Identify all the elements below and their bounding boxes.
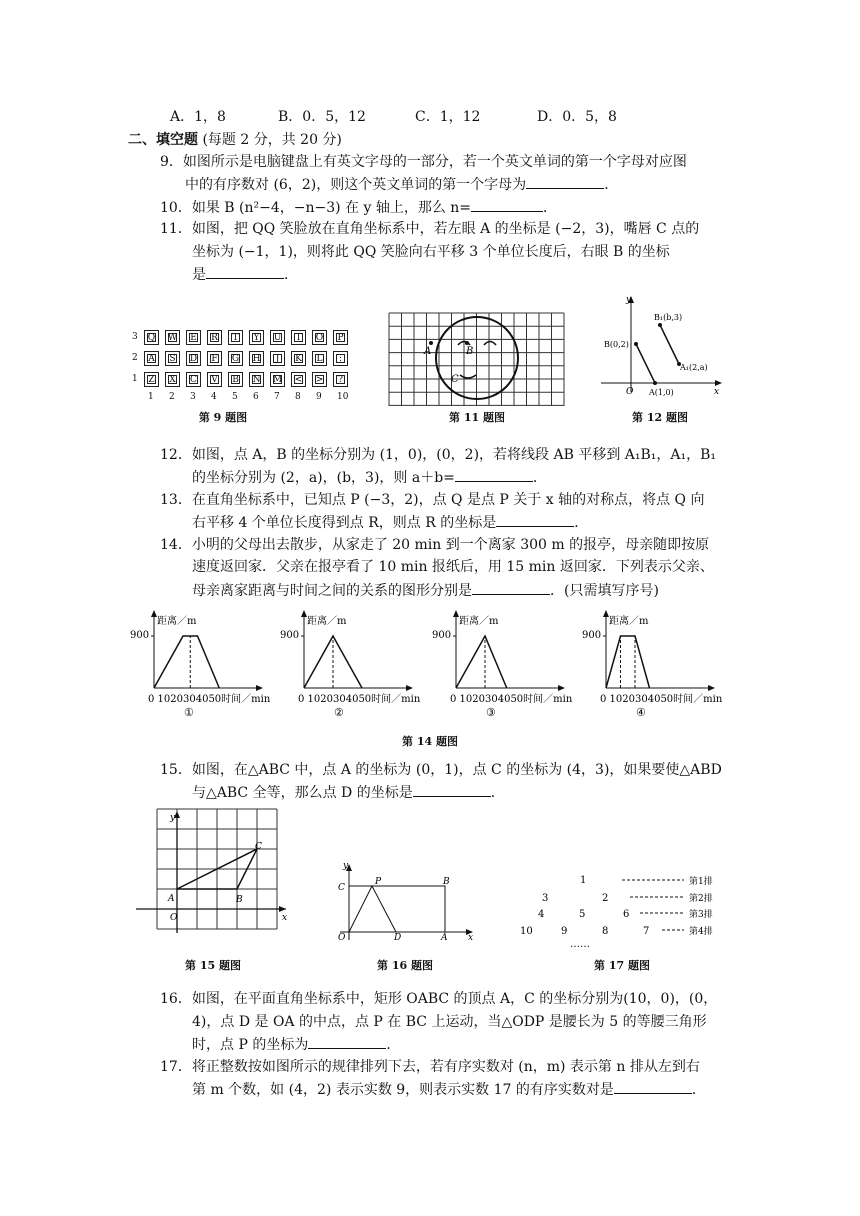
distance-time-graph xyxy=(582,608,742,733)
choice-c: C．1，12 xyxy=(415,109,481,125)
q10-line1: 10．如果 B (n²−4，−n−3) 在 y 轴上，那么 n= ． xyxy=(160,197,557,218)
key-p: P xyxy=(333,330,348,345)
row-label: 3 xyxy=(132,332,138,342)
svg-text:y: y xyxy=(626,295,632,305)
svg-text:D: D xyxy=(394,933,402,942)
key-f: F xyxy=(207,351,222,366)
col-label: 8 xyxy=(295,392,301,402)
q17-line1: 17．将正整数按如图所示的规律排列下去，若有序实数对 (n，m) 表示第 n 排从左到右 xyxy=(160,1059,700,1075)
svg-text:x: x xyxy=(282,913,288,923)
q10-text: 10．如果 B (n²−4，−n−3) 在 y 轴上，那么 n= xyxy=(160,200,472,216)
xlabel: 0 1020304050时间／min xyxy=(600,694,723,705)
q17-line2: 第 m 个数，如 (4，2) 表示实数 9，则表示实数 17 的有序实数对是 ． xyxy=(192,1079,706,1100)
graph-number: ② xyxy=(334,706,344,719)
figure-12 xyxy=(596,292,726,402)
svg-text:x: x xyxy=(714,387,720,397)
figure-14-graphs xyxy=(130,608,750,733)
caption-fig11: 第 11 题图 xyxy=(449,411,505,424)
q11-line3: 是 ． xyxy=(192,264,298,285)
choice-a: A．1，8 xyxy=(170,109,226,125)
row-label: 第3排 xyxy=(689,910,713,920)
row-label: 1 xyxy=(132,374,138,384)
caption-fig14: 第 14 题图 xyxy=(402,735,458,748)
svg-text:O: O xyxy=(626,387,634,397)
graph-number: ④ xyxy=(636,706,646,719)
answer-blank xyxy=(206,264,284,279)
svg-text:B: B xyxy=(466,346,474,357)
q13-line2: 右平移 4 个单位长度得到点 R，则点 R 的坐标是 ． xyxy=(192,512,588,533)
q17-text: 第 m 个数，如 (4，2) 表示实数 9，则表示实数 17 的有序实数对是 xyxy=(192,1082,614,1098)
key-c: C xyxy=(186,372,201,387)
answer-blank xyxy=(526,174,604,189)
svg-text:C: C xyxy=(451,374,459,385)
distance-line xyxy=(456,636,507,688)
y-tick: 900 xyxy=(432,630,452,641)
q15-text: 与△ABC 全等，那么点 D 的坐标是 xyxy=(192,785,413,801)
key-h: H xyxy=(249,351,264,366)
q16-line1: 16．如图，在平面直角坐标系中，矩形 OABC 的顶点 A，C 的坐标分别为(10，0)，(0， xyxy=(160,991,718,1007)
answer-blank xyxy=(413,782,491,797)
svg-text:5: 5 xyxy=(579,909,586,920)
ylabel: 距离／m xyxy=(307,616,347,627)
q9-text: 中的有序数对 (6，2)，则这个英文单词的第一个字母为 xyxy=(185,177,527,193)
caption-fig17: 第 17 题图 xyxy=(594,959,650,972)
svg-text:3: 3 xyxy=(542,893,549,904)
q15-line2: 与△ABC 全等，那么点 D 的坐标是 ． xyxy=(192,782,505,803)
key-k: K xyxy=(291,351,306,366)
key-d: D xyxy=(186,351,201,366)
col-label: 3 xyxy=(190,392,196,402)
key-symbol: < xyxy=(291,372,306,387)
y-tick: 900 xyxy=(280,630,300,641)
section-note: (每题 2 分，共 20 分) xyxy=(202,132,342,148)
graph-number: ③ xyxy=(486,706,496,719)
svg-text:8: 8 xyxy=(602,926,609,937)
col-label: 5 xyxy=(232,392,238,402)
key-a: A xyxy=(144,351,159,366)
q14-line2: 速度返回家．父亲在报亭看了 10 min 报纸后，用 15 min 返回家．下列表示父亲、 xyxy=(192,559,714,575)
key-v: V xyxy=(207,372,222,387)
key-m: M xyxy=(270,372,285,387)
key-w: W xyxy=(165,330,180,345)
distance-line xyxy=(606,636,650,688)
col-label: 4 xyxy=(211,392,217,402)
key-g: G xyxy=(228,351,243,366)
svg-text:B: B xyxy=(236,895,243,905)
key-symbol: : xyxy=(333,351,348,366)
distance-line xyxy=(154,636,219,688)
col-label: 9 xyxy=(316,392,322,402)
xlabel: 0 1020304050时间／min xyxy=(450,694,573,705)
q12-text: 的坐标分别为 (2，a)，(b，3)，则 a＋b= xyxy=(192,470,455,486)
row-label: 第2排 xyxy=(689,894,713,904)
q16-text: 时，点 P 的坐标为 xyxy=(192,1037,309,1053)
svg-text:A: A xyxy=(441,933,448,942)
ylabel: 距离／m xyxy=(609,616,649,627)
caption-fig16: 第 16 题图 xyxy=(377,959,433,972)
key-symbol: > xyxy=(312,372,327,387)
caption-fig15: 第 15 题图 xyxy=(185,959,241,972)
row-label: 第4排 xyxy=(689,927,713,937)
key-b: B xyxy=(228,372,243,387)
svg-text:7: 7 xyxy=(643,926,650,937)
key-y: Y xyxy=(249,330,264,345)
graph-number: ① xyxy=(184,706,194,719)
col-label: 2 xyxy=(169,392,175,402)
svg-text:y: y xyxy=(170,813,176,823)
col-label: 7 xyxy=(274,392,280,402)
svg-text:6: 6 xyxy=(623,909,630,920)
row-label: 第1排 xyxy=(689,877,713,887)
key-j: J xyxy=(270,351,285,366)
svg-text:……: …… xyxy=(570,939,590,950)
svg-text:A(1,0): A(1,0) xyxy=(649,388,674,397)
q14-line3 xyxy=(192,580,659,601)
section-title: 二、填空题 xyxy=(128,132,198,148)
q11-text: 是 xyxy=(192,267,206,283)
q9-line1: 9．如图所示是电脑键盘上有英文字母的一部分，若一个英文单词的第一个字母对应图 xyxy=(160,154,687,170)
q14-line1: 14．小明的父母出去散步，从家走了 20 min 到一个离家 300 m 的报亭，母亲随即按原 xyxy=(160,537,710,553)
svg-text:A₁(2,a): A₁(2,a) xyxy=(680,363,708,372)
col-label: 1 xyxy=(148,392,154,402)
q9-line2: 中的有序数对 (6，2)，则这个英文单词的第一个字母为 ． xyxy=(185,174,618,195)
svg-text:A: A xyxy=(424,346,432,357)
svg-text:C: C xyxy=(255,842,262,852)
q11-line2: 坐标为 (−1，1)，则将此 QQ 笑脸向右平移 3 个单位长度后，右眼 B 的坐标 xyxy=(192,244,670,260)
key-o: O xyxy=(312,330,327,345)
q15-line1: 15．如图，在△ABC 中，点 A 的坐标为 (0，1)，点 C 的坐标为 (4，3)，如果要使△ABD xyxy=(160,762,722,778)
distance-time-graph xyxy=(280,608,440,733)
answer-blank xyxy=(455,467,533,482)
answer-blank xyxy=(496,512,574,527)
key-t: T xyxy=(228,330,243,345)
q12-line2: 的坐标分别为 (2，a)，(b，3)，则 a＋b= ． xyxy=(192,467,547,488)
svg-text:10: 10 xyxy=(520,926,533,937)
distance-time-graph xyxy=(130,608,290,733)
key-u: U xyxy=(270,330,285,345)
xlabel: 0 1020304050时间／min xyxy=(148,694,271,705)
svg-text:B₁(b,3): B₁(b,3) xyxy=(654,313,683,322)
svg-text:B: B xyxy=(443,877,450,887)
key-x: X xyxy=(165,372,180,387)
q13-line1: 13．在直角坐标系中，已知点 P (−3，2)，点 Q 是点 P 关于 x 轴的对称点，将点 Q 向 xyxy=(160,492,705,508)
answer-blank xyxy=(471,197,543,212)
svg-text:O: O xyxy=(338,933,346,942)
key-symbol: ? xyxy=(333,372,348,387)
svg-text:A: A xyxy=(168,894,175,904)
q11-line1: 11．如图，把 QQ 笑脸放在直角坐标系中，若左眼 A 的坐标是 (−2，3)，嘴唇 C 点的 xyxy=(160,221,700,237)
key-q: Q xyxy=(144,330,159,345)
caption-fig9: 第 9 题图 xyxy=(198,411,248,424)
choice-d: D．0．5，8 xyxy=(537,109,617,125)
key-n: N xyxy=(249,372,264,387)
svg-text:2: 2 xyxy=(602,893,609,904)
svg-text:4: 4 xyxy=(538,909,545,920)
row-label: 2 xyxy=(132,353,138,363)
svg-text:P: P xyxy=(375,877,382,887)
figure-9-keyboard xyxy=(130,330,370,402)
key-i: I xyxy=(291,330,306,345)
y-tick: 900 xyxy=(582,630,602,641)
col-label: 10 xyxy=(337,392,349,402)
caption-fig12: 第 12 题图 xyxy=(632,411,688,424)
q14-text: 母亲离家距离与时间之间的关系的图形分别是 xyxy=(192,583,472,599)
svg-text:1: 1 xyxy=(580,875,587,886)
q13-text: 右平移 4 个单位长度得到点 R，则点 R 的坐标是 xyxy=(192,515,497,531)
key-e: E xyxy=(186,330,201,345)
answer-blank xyxy=(614,1079,692,1094)
q16-line2: 4)，点 D 是 OA 的中点，点 P 在 BC 上运动，当△ODP 是腰长为 5 的等腰三角形 xyxy=(192,1014,707,1030)
y-tick: 900 xyxy=(130,630,150,641)
svg-text:9: 9 xyxy=(561,926,568,937)
figure-15 xyxy=(136,808,292,933)
key-z: Z xyxy=(144,372,159,387)
key-r: R xyxy=(207,330,222,345)
ylabel: 距离／m xyxy=(459,616,499,627)
answer-blank xyxy=(472,580,550,595)
svg-text:y: y xyxy=(343,862,349,871)
svg-text:x: x xyxy=(468,933,474,942)
q14-text-end: ．(只需填写序号) xyxy=(550,583,659,599)
col-label: 6 xyxy=(253,392,259,402)
ylabel: 距离／m xyxy=(157,616,197,627)
key-l: L xyxy=(312,351,327,366)
key-s: S xyxy=(165,351,180,366)
svg-text:O: O xyxy=(170,913,178,923)
choice-b: B．0．5，12 xyxy=(278,109,366,125)
svg-text:C: C xyxy=(338,883,345,893)
figure-11-smiley xyxy=(388,312,566,407)
section-header xyxy=(128,130,342,150)
answer-blank xyxy=(308,1034,386,1049)
xlabel: 0 1020304050时间／min xyxy=(298,694,421,705)
figure-17 xyxy=(512,870,722,950)
svg-text:B(0,2): B(0,2) xyxy=(604,340,629,349)
figure-16 xyxy=(335,862,475,942)
q16-line3: 时，点 P 的坐标为 ． xyxy=(192,1034,400,1055)
q12-line1: 12．如图，点 A，B 的坐标分别为 (1，0)，(0，2)，若将线段 AB 平移到 A₁B₁，A₁，B₁ xyxy=(160,447,717,463)
distance-time-graph xyxy=(432,608,592,733)
